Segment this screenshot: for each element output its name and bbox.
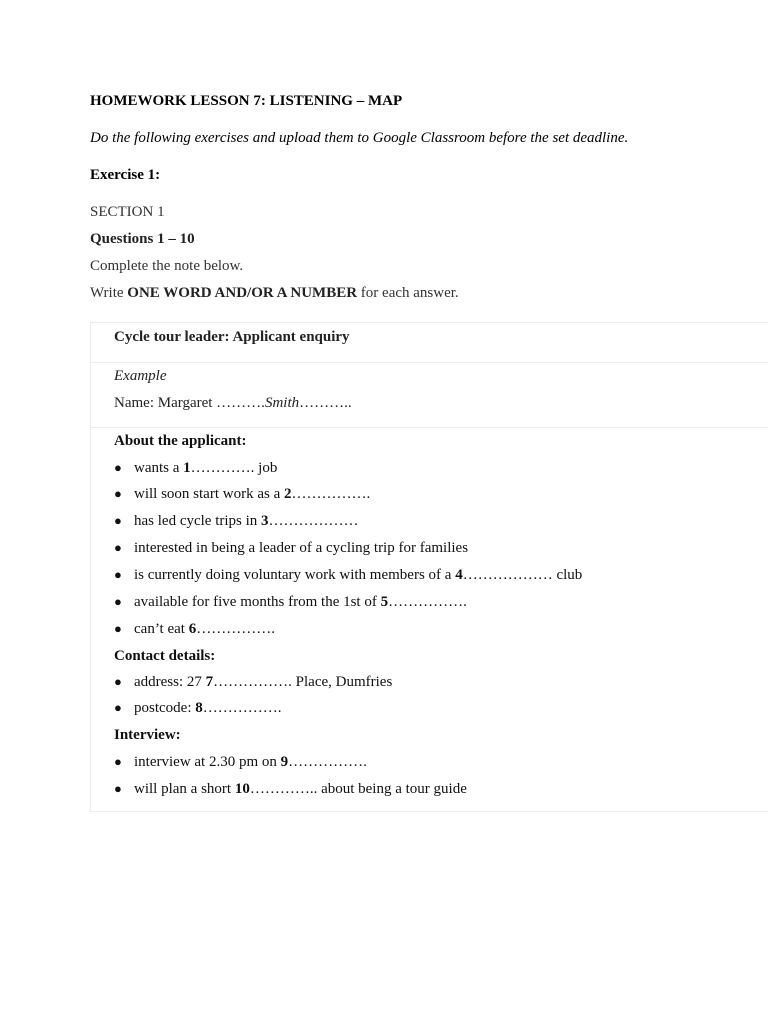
- item-text: available for five months from the 1st of: [134, 594, 381, 610]
- bullet-icon: ●: [114, 567, 122, 582]
- example-line: [114, 395, 352, 412]
- question-number: 10: [234, 781, 250, 797]
- item-text: can’t eat: [134, 621, 189, 637]
- list-item: [114, 486, 370, 503]
- list-item: [114, 513, 359, 530]
- question-number: 9: [280, 754, 289, 770]
- bullet-icon: ●: [114, 781, 122, 796]
- exercise-heading: Exercise 1:: [90, 167, 161, 183]
- question-number: 5: [380, 594, 389, 610]
- example-suffix: ………..: [299, 395, 352, 411]
- complete-instruction: Complete the note below.: [90, 258, 244, 274]
- bullet-icon: ●: [114, 700, 122, 715]
- item-text: postcode:: [134, 700, 196, 716]
- example-answer: Smith: [264, 395, 300, 411]
- list-item: [114, 460, 277, 477]
- example-label: Example: [114, 368, 167, 384]
- write-bold: ONE WORD AND/OR A NUMBER: [127, 285, 358, 301]
- list-item: [114, 621, 275, 638]
- contact-heading: Contact details:: [114, 648, 216, 664]
- example-prefix: Name: Margaret ……….: [114, 395, 265, 411]
- bullet-icon: ●: [114, 460, 122, 475]
- item-text: wants a: [134, 460, 184, 476]
- list-item: [114, 754, 367, 771]
- list-item: [114, 700, 282, 717]
- interview-heading: Interview:: [114, 727, 181, 743]
- answer-blank: …………….: [388, 594, 467, 610]
- answer-blank: …………….: [288, 754, 367, 770]
- write-instruction: [90, 285, 459, 302]
- bullet-icon: ●: [114, 540, 122, 555]
- about-heading: About the applicant:: [114, 433, 247, 449]
- question-number: 7: [205, 674, 214, 690]
- question-number: 6: [188, 621, 197, 637]
- page-title: HOMEWORK LESSON 7: LISTENING – MAP: [90, 93, 403, 109]
- bullet-icon: ●: [114, 486, 122, 501]
- note-title: Cycle tour leader: Applicant enquiry: [114, 329, 350, 345]
- write-prefix: Write: [90, 285, 128, 301]
- instruction-text: Do the following exercises and upload them to Google Classroom before the set deadline.: [90, 130, 629, 146]
- questions-range: Questions 1 – 10: [90, 231, 195, 247]
- item-text: interested in being a leader of a cycling trip for families: [134, 540, 469, 556]
- answer-blank: …………….: [291, 486, 371, 502]
- answer-blank: ………………: [268, 513, 359, 529]
- question-number: 1: [183, 460, 191, 476]
- question-number: 8: [195, 700, 203, 716]
- question-number: 2: [283, 486, 292, 502]
- answer-blank: …………….: [196, 621, 275, 637]
- answer-blank: ……………… club: [462, 567, 583, 583]
- bullet-icon: ●: [114, 594, 122, 609]
- question-number: 3: [261, 513, 269, 529]
- item-text: is currently doing voluntary work with members of a: [134, 567, 456, 583]
- item-text: will soon start work as a: [134, 486, 284, 502]
- section-heading: SECTION 1: [90, 204, 165, 220]
- bullet-icon: ●: [114, 513, 122, 528]
- question-number: 4: [455, 567, 463, 583]
- list-item: [114, 674, 392, 691]
- example-row: [91, 362, 768, 428]
- item-text: interview at 2.30 pm on: [134, 754, 281, 770]
- bullet-icon: ●: [114, 621, 122, 636]
- item-text: address: 27: [134, 674, 206, 690]
- list-item: [114, 540, 468, 557]
- write-suffix: for each answer.: [357, 285, 459, 301]
- answer-blank: …………. job: [190, 460, 278, 476]
- bullet-icon: ●: [114, 754, 122, 769]
- bullet-icon: ●: [114, 674, 122, 689]
- list-item: [114, 567, 582, 584]
- list-item: [114, 594, 467, 611]
- answer-blank: ……………. Place, Dumfries: [213, 674, 393, 690]
- note-title-row: [91, 323, 768, 363]
- answer-blank: …………….: [202, 700, 282, 716]
- item-text: will plan a short: [134, 781, 235, 797]
- answer-blank: ………….. about being a tour guide: [249, 781, 467, 797]
- note-box: [90, 322, 768, 812]
- item-text: has led cycle trips in: [134, 513, 262, 529]
- list-item: [114, 781, 467, 798]
